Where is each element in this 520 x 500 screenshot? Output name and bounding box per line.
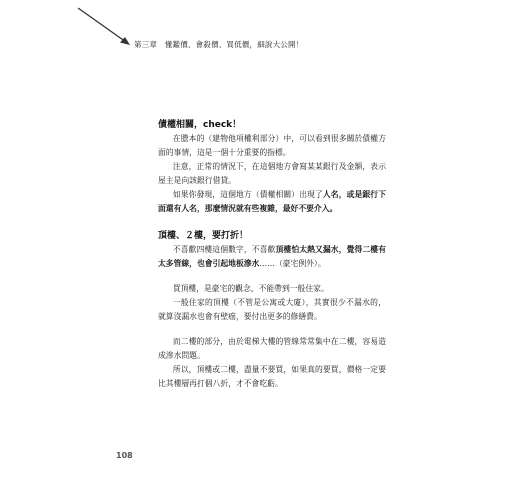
chapter-header: 第三章 懂鑑價、會殺價、買低價，細說大公開！ [134, 40, 304, 49]
section-heading-floors: 頂樓、２樓，要打折！ [158, 231, 249, 241]
arrow-icon [74, 4, 134, 48]
section-heading-debt: 債權相關，check！ [158, 120, 242, 130]
paragraph: 買頂樓，是豪宅的觀念，不能帶到一般住家。 [172, 284, 329, 293]
paragraph: 一般住家的頂樓（不管是公寓或大廈），其實很少不漏水的，就算沒漏水也會有壁癌，要付出更多的修繕費。 [158, 298, 386, 321]
paragraph-text: ……（豪宅例外）。 [259, 259, 326, 268]
paragraph: 注意，正常的情況下，在這個地方會寫某某銀行及金額，表示屋主是向該銀行借貸。 [158, 162, 386, 185]
paragraph-text: 如果你發現，這個地方（債權相關）出現了 [172, 190, 323, 199]
paragraph: 所以，頂樓或二樓，盡量不要買，如果真的要買，價格一定要比其樓層再打個八折，才不會吃虧。 [158, 365, 386, 388]
paragraph-text: 不喜歡四樓這個數字，不喜歡 [172, 245, 276, 254]
paragraph: 在謄本的（建物他項權利部分）中，可以看到很多關於債權方面的事情，這是一個十分重要的指標。 [158, 134, 386, 157]
paragraph [158, 188, 386, 216]
paragraph [158, 243, 386, 271]
page-number: 108 [116, 451, 133, 460]
paragraph: 而二樓的部分，由於電梯大樓的管線常常集中在二樓，容易造成滲水問題。 [158, 337, 386, 360]
page-body [158, 117, 386, 391]
emphasis-text: 人名，或是銀行下面還有人名，那麼情況就有些複雜，最好不要介入。 [158, 190, 386, 213]
emphasis-text: 頂樓怕太熱又漏水，覺得二樓有太多管線，也會引起地板滲水 [158, 245, 387, 268]
